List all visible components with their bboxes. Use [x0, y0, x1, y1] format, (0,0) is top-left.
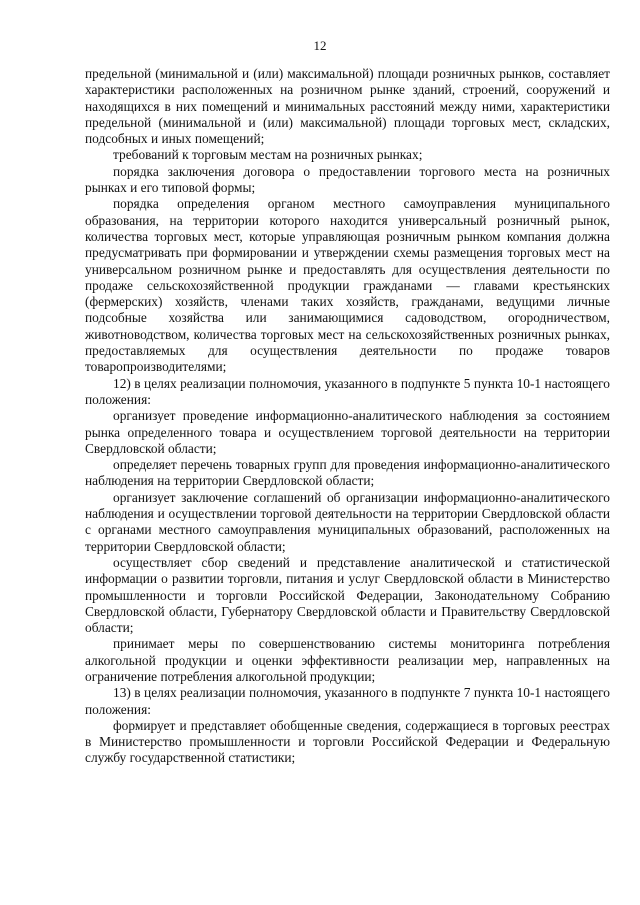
paragraph: 13) в целях реализации полномочия, указанного в подпункте 7 пункта 10-1 настоящего положения:	[85, 685, 610, 717]
paragraph: предельной (минимальной и (или) максимальной) площади розничных рынков, составляет характеристики расположенных на розничном рынке зданий, строений, сооружений и находящихся в них помещений и минимальных расстояний между ними, характеристики предельной (минимальной и (или) максимальной) площади торговых мест, складских, подсобных и иных помещений;	[85, 66, 610, 147]
paragraph: порядка определения органом местного самоуправления муниципального образования, на территории которого находится универсальный розничный рынок, количества торговых мест, которые управляющая розничным рынком компания должна предусматривать при формировании и утверждении схемы размещения торговых мест на универсальном розничном рынке и предоставлять для осуществления деятельности по продаже сельскохозяйственной продукции гражданами — главами крестьянских (фермерских) хозяйств, членами таких хозяйств, гражданами, ведущими личные подсобные хозяйства или занимающимися садоводством, огородничеством, животноводством, количества торговых мест на сельскохозяйственных розничных рынках, предоставляемых для осуществления деятельности по продаже товаров товаропроизводителями;	[85, 196, 610, 375]
paragraph: формирует и представляет обобщенные сведения, содержащиеся в торговых реестрах в Министерство промышленности и торговли Российской Федерации и Федеральную службу государственной статистики;	[85, 717, 610, 766]
paragraph: принимает меры по совершенствованию системы мониторинга потребления алкогольной продукции и оценки эффективности реализации мер, направленных на ограничение потребления алкогольной продукции;	[85, 636, 610, 684]
paragraph: организует заключение соглашений об организации информационно-аналитического наблюдения и осуществлении торговой деятельности на территории Свердловской области с органами местного самоуправления муниципальных образований, расположенных на территории Свердловской области;	[85, 489, 610, 554]
paragraph: определяет перечень товарных групп для проведения информационно-аналитического наблюдения на территории Свердловской области;	[85, 457, 610, 489]
paragraph: порядка заключения договора о предоставлении торгового места на розничных рынках и его типовой формы;	[85, 163, 610, 196]
document-body	[85, 66, 610, 767]
paragraph: требований к торговым местам на розничных рынках;	[113, 147, 423, 163]
paragraph: осуществляет сбор сведений и представление аналитической и статистической информации о развитии торговли, питания и услуг Свердловской области в Министерство промышленности и торговли Российской Федерации, Законодательному Собранию Свердловской области, Губернатору Свердловской области и Правительству Свердловской области;	[85, 554, 610, 636]
paragraph: 12) в целях реализации полномочия, указанного в подпункте 5 пункта 10-1 настоящего положения:	[85, 375, 610, 407]
paragraph: организует проведение информационно-аналитического наблюдения за состоянием рынка определенного товара и осуществлением торговой деятельности на территории Свердловской области;	[85, 408, 610, 456]
page-number: 12	[313, 38, 327, 53]
